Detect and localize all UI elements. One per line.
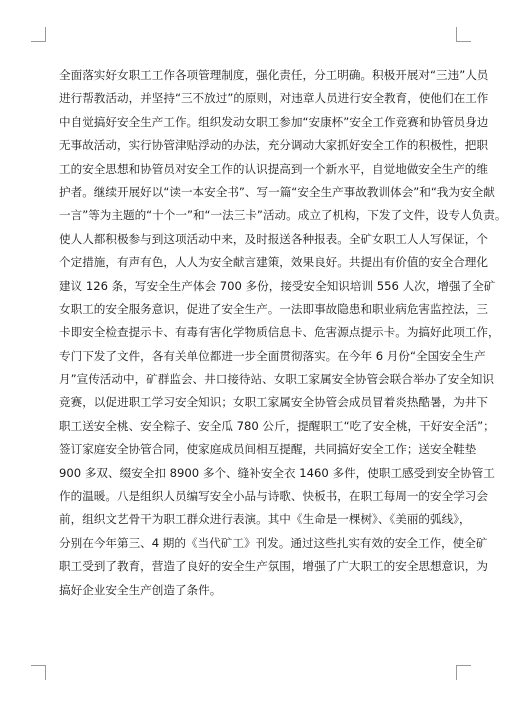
text-line: 一言”等为主题的“十个一”和“一法三卡”活动。成立了机构，下发了文件，设专人负责。: [59, 208, 506, 223]
body-paragraph: [59, 64, 506, 602]
text-line: 个定措施，有声有色，人人为安全献言建策，效果良好。共提出有价值的安全合理化: [59, 255, 488, 270]
text-line: 护者。继续开展好以“读一本安全书”、写一篇“安全生产事故教训体会”和“我为安全献: [59, 184, 495, 199]
text-line: 全面落实好女职工工作各项管理制度，强化责任，分工明确。积极开展对“三违”人员: [59, 68, 489, 82]
text-line: 中自觉搞好安全生产工作。组织发动女职工参加“安康杯”安全工作竞赛和协管员身边: [59, 114, 489, 129]
text-line: 无事故活动，实行协管津贴浮动的办法，充分调动大家抓好安全工作的积极性，把职: [59, 138, 488, 153]
crop-mark-top-right: [456, 27, 471, 42]
text-line: 作的温暖。八是组织人员编写安全小品与诗歌、快板书，在职工每周一的安全学习会: [59, 489, 488, 504]
text-line: 搞好企业安全生产创造了条件。: [59, 582, 222, 597]
text-line: 前，组织文艺骨干为职工群众进行表演。其中《生命是一棵树》、《美丽的弧线》，: [59, 512, 471, 527]
crop-mark-bottom-right: [456, 665, 471, 680]
crop-mark-top-left: [31, 27, 46, 42]
text-line: 签订家庭安全协管合同，使家庭成员间相互提醒，共同搞好安全工作；送安全鞋垫: [59, 442, 477, 457]
text-line: 建议 126 条，写安全生产体会 700 多份，接受安全知识培训 556 人次，增强了全矿: [59, 278, 496, 293]
text-line: 职工受到了教育，营造了良好的安全生产氛围，增强了广大职工的安全思想意识，为: [59, 559, 488, 574]
text-line: 女职工的安全服务意识，促进了安全生产。一法即事故隐患和职业病危害监控法，三: [59, 301, 488, 316]
text-line: 月”宣传活动中，矿群监会、井口接待站、女职工家属安全协管会联合举办了安全知识: [59, 372, 494, 387]
text-line: 900 多双、缀安全扣 8900 多个、缝补安全衣 1460 多件，使职工感受到安全协管工: [59, 465, 495, 480]
text-line: 职工送安全桃、安全粽子、安全瓜 780 公斤，提醒职工“吃了安全桃，干好安全活”；: [59, 418, 495, 433]
text-line: 专门下发了文件，各有关单位都进一步全面贯彻落实。在今年 6 月份“全国安全生产: [59, 348, 486, 363]
text-line: 分别在今年第三、4 期的《当代矿工》刊发。通过这些扎实有效的安全工作，使全矿: [59, 535, 488, 550]
text-line: 进行帮教活动，并坚持“三不放过”的原则，对违章人员进行安全教育，使他们在工作: [59, 91, 489, 106]
text-line: 卡即安全检查提示卡、有毒有害化学物质信息卡、危害源点提示卡。为搞好此项工作，: [59, 325, 500, 340]
text-line: 使人人都积极参与到这项活动中来，及时报送各种报表。全矿女职工人人写保证，个: [59, 231, 488, 246]
crop-mark-bottom-left: [31, 665, 46, 680]
text-line: 工的安全思想和协管员对安全工作的认识提高到一个新水平，自觉地做安全生产的维: [59, 161, 488, 176]
text-line: 竞赛，以促进职工学习安全知识；女职工家属安全协管会成员冒着炎热酷暑，为井下: [59, 395, 488, 410]
